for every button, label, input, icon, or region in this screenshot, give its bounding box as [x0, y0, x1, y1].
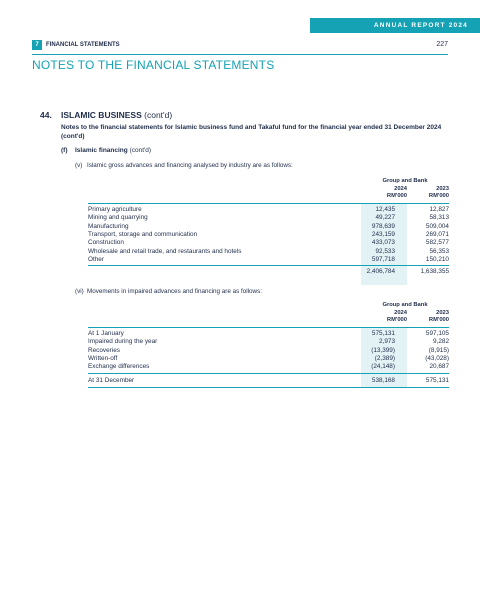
table-vi-closing-label: At 31 December — [88, 377, 135, 384]
row-label: Primary agriculture — [88, 206, 142, 213]
table-v-heading — [75, 162, 293, 169]
row-value-2024: 12,435 — [375, 206, 395, 213]
section-row — [32, 40, 448, 52]
row-value-2023: 597,105 — [425, 330, 449, 337]
table-row — [88, 239, 449, 247]
row-label: At 1 January — [88, 330, 124, 337]
row-label: Impaired during the year — [88, 338, 158, 346]
section-number-badge: 7 — [32, 40, 42, 50]
row-value-2023: (8,915) — [428, 346, 449, 354]
row-label: Wholesale and retail trade, and restaurants and hotels — [88, 247, 242, 255]
table-vi-col-2023: 2023 RM'000 — [428, 310, 449, 323]
table-v-col-2023: 2023 RM'000 — [428, 186, 449, 199]
note-number: 44. — [40, 110, 52, 120]
table-row — [88, 248, 449, 256]
row-value-2024: 92,533 — [375, 247, 395, 255]
table-row — [88, 363, 449, 371]
table-v-group-header: Group and Bank — [382, 178, 428, 184]
table-v-total-2023: 1,638,355 — [420, 268, 449, 275]
table-vi-closing-2024: 538,168 — [371, 377, 395, 384]
row-value-2024: 2,973 — [379, 338, 395, 346]
row-value-2023: 509,004 — [425, 222, 449, 230]
row-value-2024: 575,131 — [371, 330, 395, 337]
table-v-total-2024: 2,406,784 — [366, 268, 395, 275]
row-value-2023: 582,577 — [425, 239, 449, 247]
row-label: Construction — [88, 239, 124, 247]
table-vi-closing-rule — [88, 373, 449, 374]
row-value-2024: 978,639 — [371, 222, 395, 230]
note-intro: Notes to the financial statements for Islamic business fund and Takaful fund for the financial year ended 31 December 2024 (cont'd) — [61, 124, 442, 140]
note-heading — [40, 110, 172, 120]
row-value-2024: 49,227 — [375, 214, 395, 222]
row-label: Recoveries — [88, 346, 120, 354]
table-v-title: Islamic gross advances and financing analysed by industry are as follows: — [87, 162, 293, 169]
row-value-2023: 150,210 — [425, 255, 449, 263]
table-v-total-rule — [88, 265, 449, 266]
sub-label: (f) — [61, 147, 68, 154]
table-row — [88, 223, 449, 231]
table-row — [88, 330, 449, 338]
table-vi-closing-2023: 575,131 — [425, 377, 449, 384]
row-value-2024: (13,399) — [371, 346, 395, 354]
row-value-2023: (43,028) — [425, 354, 449, 362]
note-cont: (cont'd) — [144, 110, 173, 120]
table-vi-label: (vi) — [75, 288, 84, 295]
sub-title: Islamic financing — [75, 147, 128, 154]
table-row — [88, 347, 449, 355]
table-v-total-row — [88, 268, 449, 276]
table-row — [88, 231, 449, 239]
table-vi-col-2024: 2024 RM'000 — [386, 310, 407, 323]
row-value-2023: 58,313 — [429, 214, 449, 222]
row-value-2023: 9,282 — [433, 338, 449, 346]
table-row — [88, 214, 449, 222]
table-vi-heading — [75, 288, 262, 295]
note-title: ISLAMIC BUSINESS — [61, 110, 142, 120]
table-vi-group-header: Group and Bank — [382, 302, 428, 308]
row-label: Mining and quarrying — [88, 214, 148, 222]
report-label: ANNUAL REPORT 2024 — [373, 22, 468, 29]
table-vi-bottom-rule — [88, 387, 449, 388]
row-value-2024: 433,073 — [371, 239, 395, 247]
row-label: Written-off — [88, 354, 118, 362]
section-name: FINANCIAL STATEMENTS — [46, 42, 120, 48]
row-value-2023: 56,353 — [429, 247, 449, 255]
row-value-2024: 243,159 — [371, 230, 395, 238]
page-title: NOTES TO THE FINANCIAL STATEMENTS — [32, 58, 275, 72]
row-value-2023: 12,827 — [429, 206, 449, 213]
table-v-label: (v) — [75, 162, 83, 169]
row-value-2024: (24,148) — [371, 363, 395, 371]
table-vi-title: Movements in impaired advances and financing are as follows: — [87, 288, 263, 295]
row-value-2023: 269,071 — [425, 230, 449, 238]
row-label: Exchange differences — [88, 363, 150, 371]
row-value-2024: (2,389) — [374, 354, 395, 362]
row-label: Manufacturing — [88, 222, 129, 230]
table-row — [88, 206, 449, 214]
table-row — [88, 256, 449, 264]
row-label: Other — [88, 255, 104, 263]
table-vi-closing-row — [88, 377, 449, 385]
sub-cont: (cont'd) — [129, 147, 152, 154]
row-label: Transport, storage and communication — [88, 230, 198, 238]
header-divider — [32, 54, 448, 55]
table-row — [88, 338, 449, 346]
page-number: 227 — [436, 41, 448, 48]
table-v-col-2024: 2024 RM'000 — [386, 186, 407, 199]
table-row — [88, 355, 449, 363]
row-value-2023: 20,687 — [429, 363, 449, 371]
sub-heading — [61, 147, 151, 154]
row-value-2024: 597,718 — [371, 255, 395, 263]
